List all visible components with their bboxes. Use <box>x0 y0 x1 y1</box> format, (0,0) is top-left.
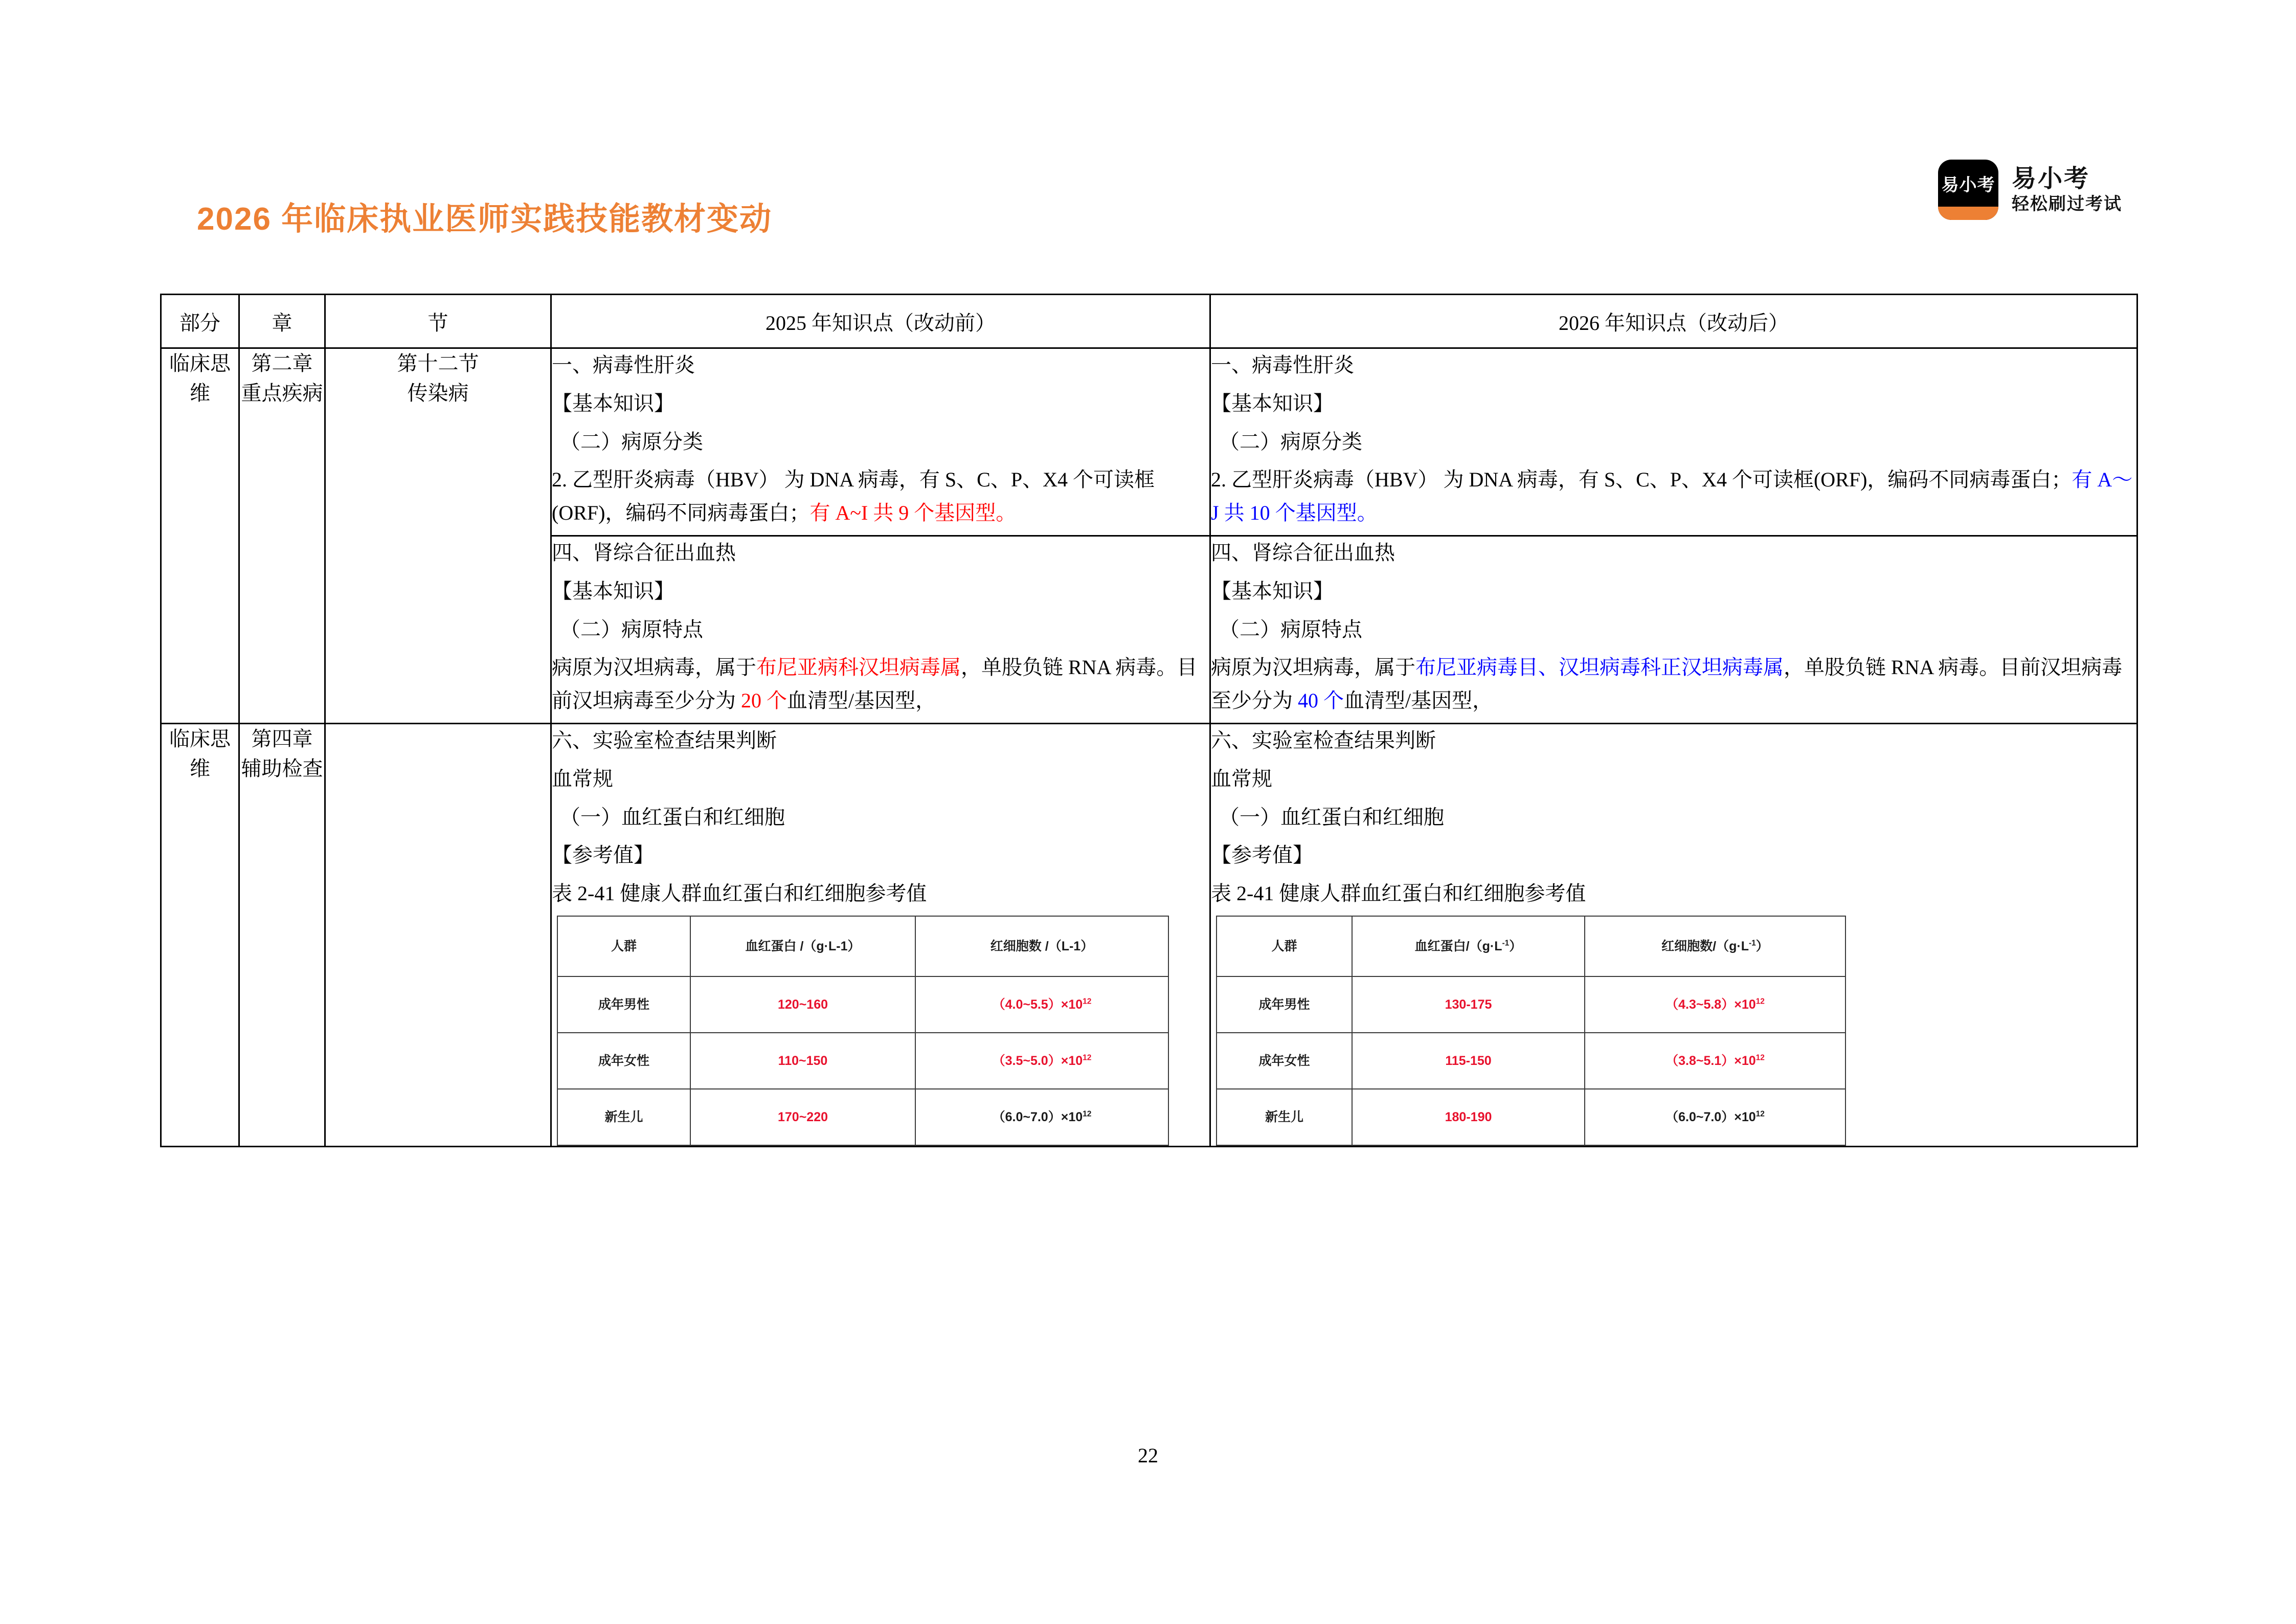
cell-section-1 <box>325 348 551 724</box>
text-highlight-1: 布尼亚病毒目、汉坦病毒科正汉坦病毒属 <box>1415 656 1784 679</box>
rbc-exponent: 12 <box>1083 1109 1092 1119</box>
text-heading: 六、实验室检查结果判断 <box>552 728 777 752</box>
nested-table-row <box>557 976 1168 1033</box>
nested-header-row <box>1217 916 1845 976</box>
text-body-black: 2. 乙型肝炎病毒（HBV） 为 DNA 病毒，有 S、C、P、X4 个可读框(ORF)，编码不同病毒蛋白； <box>1211 468 2072 492</box>
text-subtitle: 血常规 <box>1211 767 1272 790</box>
nested-cell-group: 成年女性 <box>557 1033 690 1089</box>
nested-header-group: 人群 <box>557 916 690 976</box>
text-basic-knowledge: 【基本知识】 <box>1211 579 1334 603</box>
header-section: 节 <box>325 295 551 348</box>
chapter-line-1: 第二章 <box>251 352 313 375</box>
hdr-tail: ） <box>1755 939 1769 953</box>
nested-cell-rbc <box>1585 1089 1845 1145</box>
cell-chapter-2 <box>239 723 325 1146</box>
chapter-line-1: 第四章 <box>251 727 313 750</box>
nested-table-2025-wrap <box>552 877 1209 1146</box>
hdr-exponent: -1 <box>1749 939 1756 948</box>
text-seg-a: 病原为汉坦病毒，属于 <box>552 656 756 679</box>
rbc-value: （3.5~5.0）×10 <box>992 1053 1083 1068</box>
rbc-exponent: 12 <box>1083 1053 1092 1062</box>
nested-cell-rbc <box>915 976 1168 1033</box>
hdr-text: 红细胞数/（g·L <box>1661 939 1749 953</box>
text-subheading: （一）血红蛋白和红细胞 <box>560 805 785 829</box>
nested-cell-rbc <box>1585 1033 1845 1089</box>
cell-2025-lab <box>551 723 1210 1146</box>
text-heading: 四、肾综合征出血热 <box>552 541 736 564</box>
rbc-value: （6.0~7.0）×10 <box>1665 1109 1756 1124</box>
text-subheading: （二）病原特点 <box>1219 617 1362 641</box>
text-body <box>552 651 1209 718</box>
nested-cell-rbc <box>915 1089 1168 1145</box>
text-heading: 四、肾综合征出血热 <box>1211 541 1395 564</box>
text-seg-c: 血清型/基因型， <box>1344 689 1493 713</box>
table-row <box>161 348 2137 536</box>
rbc-exponent: 12 <box>1083 997 1092 1006</box>
nested-cell-rbc <box>915 1033 1168 1089</box>
text-highlight-1: 布尼亚病科汉坦病毒属 <box>756 656 961 679</box>
rbc-value: （6.0~7.0）×10 <box>992 1109 1083 1124</box>
nested-header-rbc <box>1585 916 1845 976</box>
brand-words <box>2012 167 2122 213</box>
text-body-highlight: 有 A~I 共 9 个基因型。 <box>809 501 1017 525</box>
nested-cell-group: 新生儿 <box>1217 1089 1352 1145</box>
table-row <box>161 723 2137 1146</box>
rbc-value: （4.0~5.5）×10 <box>992 997 1083 1012</box>
cell-2025-hfrs <box>551 536 1210 723</box>
page-title: 2026 年临床执业医师实践技能教材变动 <box>197 202 773 237</box>
cell-2026-hepatitis <box>1210 348 2137 536</box>
text-seg-b: ，单股负链 RNA 病毒。目前汉坦病毒至少分为 <box>1211 656 2123 713</box>
text-basic-knowledge: 【基本知识】 <box>552 579 674 603</box>
header-2025: 2025 年知识点（改动前） <box>551 295 1210 348</box>
text-body-highlight: 有 A～J 共 10 个基因型。 <box>1211 468 2133 525</box>
nested-cell-hemoglobin: 130-175 <box>1352 976 1585 1033</box>
section-line-1: 第十二节 <box>397 352 479 375</box>
chapter-line-2: 重点疾病 <box>241 382 323 405</box>
curriculum-change-table <box>160 294 2138 1147</box>
nested-table-row <box>557 1089 1168 1145</box>
rbc-value: （3.8~5.1）×10 <box>1665 1053 1756 1068</box>
cell-2026-lab <box>1210 723 2137 1146</box>
section-line-2: 传染病 <box>407 382 469 405</box>
cell-chapter-1 <box>239 348 325 724</box>
nested-table-row <box>1217 1089 1845 1145</box>
nested-table-caption: 表 2-41 健康人群血红蛋白和红细胞参考值 <box>552 882 927 905</box>
nested-table-caption: 表 2-41 健康人群血红蛋白和红细胞参考值 <box>1211 882 1586 905</box>
text-reference-value: 【参考值】 <box>1211 843 1313 867</box>
nested-cell-group: 成年男性 <box>557 976 690 1033</box>
header-2026: 2026 年知识点（改动后） <box>1210 295 2137 348</box>
nested-header-rbc: 红细胞数 /（L-1） <box>915 916 1168 976</box>
table-header-row <box>161 295 2137 348</box>
text-heading: 六、实验室检查结果判断 <box>1211 728 1436 752</box>
text-subheading: （二）病原分类 <box>560 430 703 453</box>
text-highlight-2: 40 个 <box>1298 689 1344 713</box>
nested-cell-hemoglobin: 170~220 <box>690 1089 915 1145</box>
nested-cell-hemoglobin: 110~150 <box>690 1033 915 1089</box>
page-number: 22 <box>1138 1444 1158 1467</box>
chapter-line-2: 辅助检查 <box>241 757 323 780</box>
cell-section-2 <box>325 723 551 1146</box>
text-subheading: （二）病原特点 <box>560 617 703 641</box>
nested-table-2026-wrap <box>1211 877 2136 1146</box>
text-subheading: （二）病原分类 <box>1219 430 1362 453</box>
nested-table-row <box>1217 976 1845 1033</box>
cell-part-2: 临床思维 <box>161 723 239 1146</box>
hdr-text: 血红蛋白/（g·L <box>1414 939 1502 953</box>
nested-header-row <box>557 916 1168 976</box>
header-part: 部分 <box>161 295 239 348</box>
reference-value-table-2025 <box>557 916 1169 1146</box>
text-heading: 一、病毒性肝炎 <box>552 353 695 376</box>
text-seg-c: 血清型/基因型， <box>787 689 936 713</box>
brand-mark-text: 易小考 <box>1941 175 1995 195</box>
text-basic-knowledge: 【基本知识】 <box>552 391 674 415</box>
text-heading: 一、病毒性肝炎 <box>1211 353 1354 376</box>
cell-2025-hepatitis <box>551 348 1210 536</box>
nested-cell-hemoglobin: 115-150 <box>1352 1033 1585 1089</box>
rbc-value: （4.3~5.8）×10 <box>1665 997 1756 1012</box>
text-subtitle: 血常规 <box>552 767 613 790</box>
text-reference-value: 【参考值】 <box>552 843 654 867</box>
text-body <box>1211 651 2136 718</box>
text-seg-a: 病原为汉坦病毒，属于 <box>1211 656 1415 679</box>
nested-header-group: 人群 <box>1217 916 1352 976</box>
nested-table-row <box>557 1033 1168 1089</box>
hdr-exponent: -1 <box>1502 939 1510 948</box>
brand-logo <box>1938 160 2122 220</box>
brand-name: 易小考 <box>2012 165 2090 192</box>
brand-mark-stripe <box>1938 207 1998 220</box>
nested-cell-group: 成年男性 <box>1217 976 1352 1033</box>
nested-cell-hemoglobin: 180-190 <box>1352 1089 1585 1145</box>
brand-slogan: 轻松刷过考试 <box>2012 194 2122 214</box>
brand-mark-icon <box>1938 160 1998 220</box>
nested-cell-rbc <box>1585 976 1845 1033</box>
nested-cell-group: 新生儿 <box>557 1089 690 1145</box>
text-body <box>1211 463 2136 530</box>
text-subheading: （一）血红蛋白和红细胞 <box>1219 805 1444 829</box>
nested-table-row <box>1217 1033 1845 1089</box>
text-body-black: 2. 乙型肝炎病毒（HBV） 为 DNA 病毒，有 S、C、P、X4 个可读框(ORF)，编码不同病毒蛋白； <box>552 468 1155 525</box>
reference-value-table-2026 <box>1216 916 1846 1146</box>
text-basic-knowledge: 【基本知识】 <box>1211 391 1334 415</box>
header-chapter: 章 <box>239 295 325 348</box>
rbc-exponent: 12 <box>1755 1109 1765 1119</box>
rbc-exponent: 12 <box>1755 997 1765 1006</box>
nested-cell-hemoglobin: 120~160 <box>690 976 915 1033</box>
nested-cell-group: 成年女性 <box>1217 1033 1352 1089</box>
rbc-exponent: 12 <box>1755 1053 1765 1062</box>
nested-header-hemoglobin: 血红蛋白 /（g·L-1） <box>690 916 915 976</box>
text-seg-b: ，单股负链 RNA 病毒。目前汉坦病毒至少分为 <box>552 656 1198 713</box>
text-highlight-2: 20 个 <box>741 689 787 713</box>
cell-2026-hfrs <box>1210 536 2137 723</box>
cell-part-1: 临床思维 <box>161 348 239 724</box>
nested-header-hemoglobin <box>1352 916 1585 976</box>
hdr-tail: ） <box>1509 939 1522 953</box>
text-body <box>552 463 1209 530</box>
